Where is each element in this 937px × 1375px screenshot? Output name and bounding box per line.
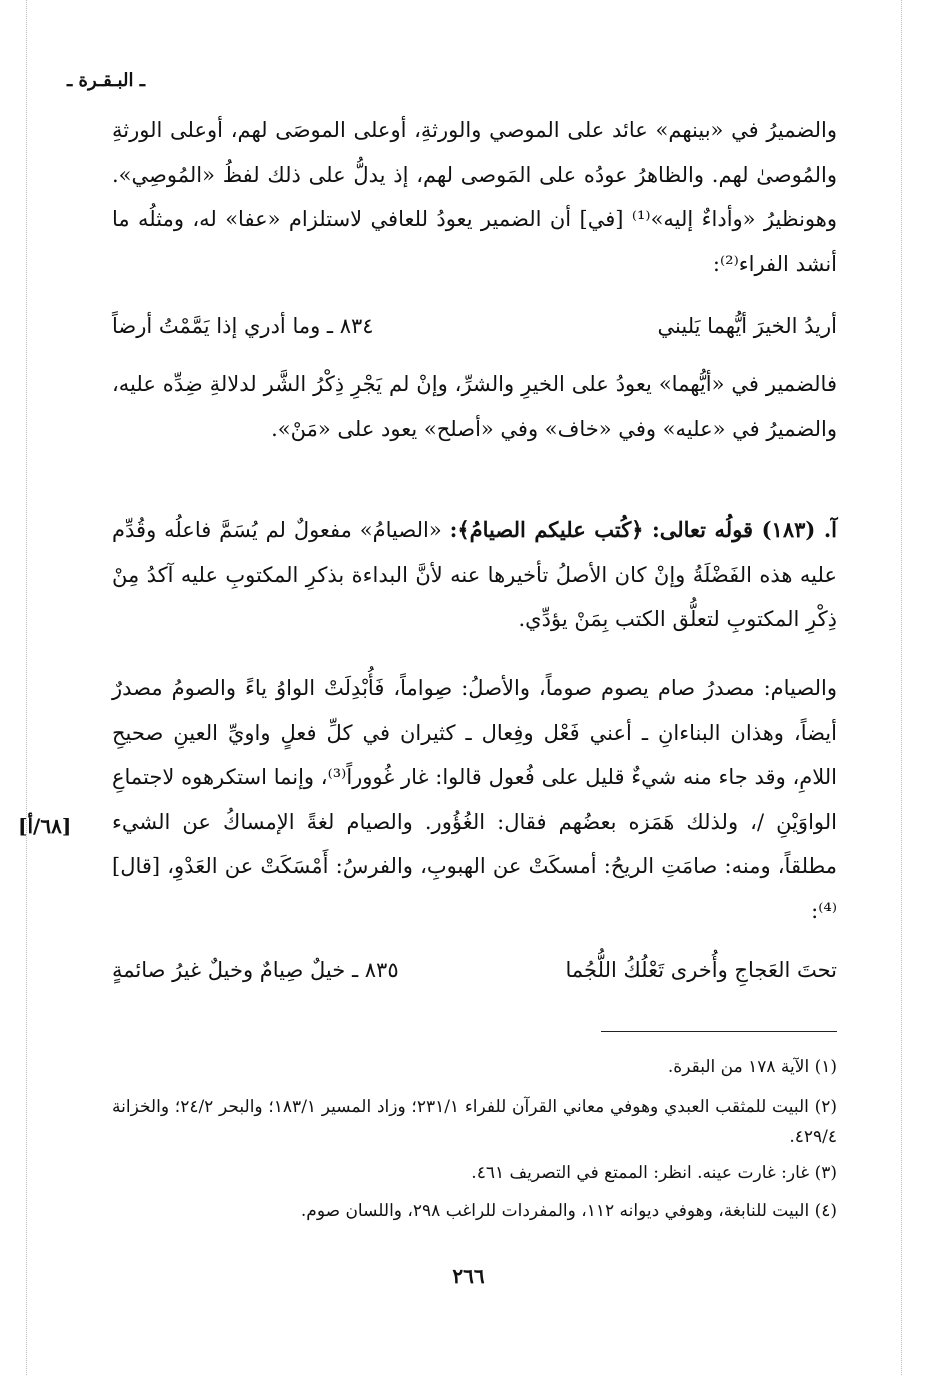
page-number: ٢٦٦ [452, 1264, 485, 1288]
verse-835-first-hemistich: ٨٣٥ ـ خيلٌ صِيامٌ وخيلٌ غيرُ صائمةٍ [112, 958, 399, 982]
footnote-separator [601, 1031, 837, 1032]
footnote-3: (٣) غار: غارت عينه. انظر: الممتع في التصريف ٤٦١. [471, 1163, 837, 1183]
running-header: ـ البـقـرة ـ [66, 70, 145, 91]
verse-835-number: ٨٣٥ ـ [351, 958, 399, 982]
footnote-1: (١) الآية ١٧٨ من البقرة. [667, 1057, 837, 1077]
paragraph-1: والضميرُ في «بينهم» عائد على الموصي والورثةِ، أوعلى الموصَى لهم، أوعلى الورثةِ والمُوصىٰ لهم. والظاهرُ عودُه على المَوصى لهم، إذ يدلُّ على ذلك لفظُ «المُوصِي». وهونظيرُ «وأداءٌ إليه»⁽¹⁾ [في] أن الضمير يعودُ للعافي لاستلزام «عفا» له، ومثلُه ما أنشد الفراء⁽²⁾: [112, 118, 837, 276]
footnote-2: (٢) البيت للمثقب العبدي وهوفي معاني القرآن للفراء ٢٣١/١؛ وزاد المسير ١٨٣/١؛ والبحر ٢٤/٢؛ والخزانة ٤٢٩/٤. [112, 1097, 838, 1147]
verse-heading: آ. (١٨٣) قولُه تعالى: ﴿كُتب عليكم الصيامُ﴾: [449, 517, 837, 542]
paragraph-2: فالضمير في «أيُّهما» يعودُ على الخيرِ والشرِّ، وإنْ لم يَجْرِ ذِكْرُ الشَّر لدلالةِ ضِدِّه عليه، والضميرُ في «عليه» وفي «خاف» وفي «أصلح» يعود على «مَنْ». [112, 372, 837, 441]
verse-835 [112, 958, 837, 982]
scan-edge-line [26, 0, 27, 1375]
verse-834-number: ٨٣٤ ـ [326, 314, 374, 338]
paragraph-3: آ. (١٨٣) قولُه تعالى: ﴿كُتب عليكم الصيامُ﴾: «الصيامُ» مفعولٌ لم يُسَمَّ فاعلُه وقُدِّم عليه هذه الفَضْلَةُ وإنْ كان الأصلُ تأخيرها عنه لأنَّ البداءة بذكرِ المكتوبِ عليه آكدُ مِنْ ذِكْرِ المكتوبِ لتعلُّق الكتب بِمَنْ يؤدِّي. [112, 517, 837, 631]
verse-834-first-hemistich: ٨٣٤ ـ وما أدري إذا يَمَّمْتُ أرضاً [112, 314, 374, 338]
verse-834 [112, 314, 837, 338]
verse-835-second-hemistich: تحتَ العَجاجِ وأُخرى تَعْلُكُ اللُّجُما [565, 958, 837, 982]
manuscript-folio-note: [٦٨/أ] [18, 814, 72, 838]
paragraph-4: والصيام: مصدرُ صام يصوم صوماً، والأصلُ: صِواماً، فَأُبْدِلَتْ الواوُ ياءً والصومُ مصدرٌ أيضاً، وهذان البناءانِ ـ أعني فَعْل وفِعال ـ كثيران في كلِّ فعلٍ واويِّ العينِ صحيحِ اللامِ، وقد جاء منه شيءٌ قليل على فُعول قالوا: غار غُووراً⁽³⁾، وإنما استكرهوه لاجتماعِ الواوَيْنِ /، ولذلك هَمَزه بعضُهم فقال: الغُؤُور. والصيام لغةً الإمساكُ عن الشيء مطلقاً، ومنه: صامَتِ الريحُ: أمسكَتْ عن الهبوبِ، والفرسُ: أَمْسَكَتْ عن العَدْوِ، [قال]⁽⁴⁾: [112, 676, 837, 923]
footnote-4: (٤) البيت للنابغة، وهوفي ديوانه ١١٢، والمفردات للراغب ٢٩٨، واللسان صوم. [300, 1201, 837, 1221]
verse-834-second-hemistich: أريدُ الخيرَ أيُّهما يَليني [657, 314, 837, 338]
scan-edge-line [901, 0, 902, 1375]
